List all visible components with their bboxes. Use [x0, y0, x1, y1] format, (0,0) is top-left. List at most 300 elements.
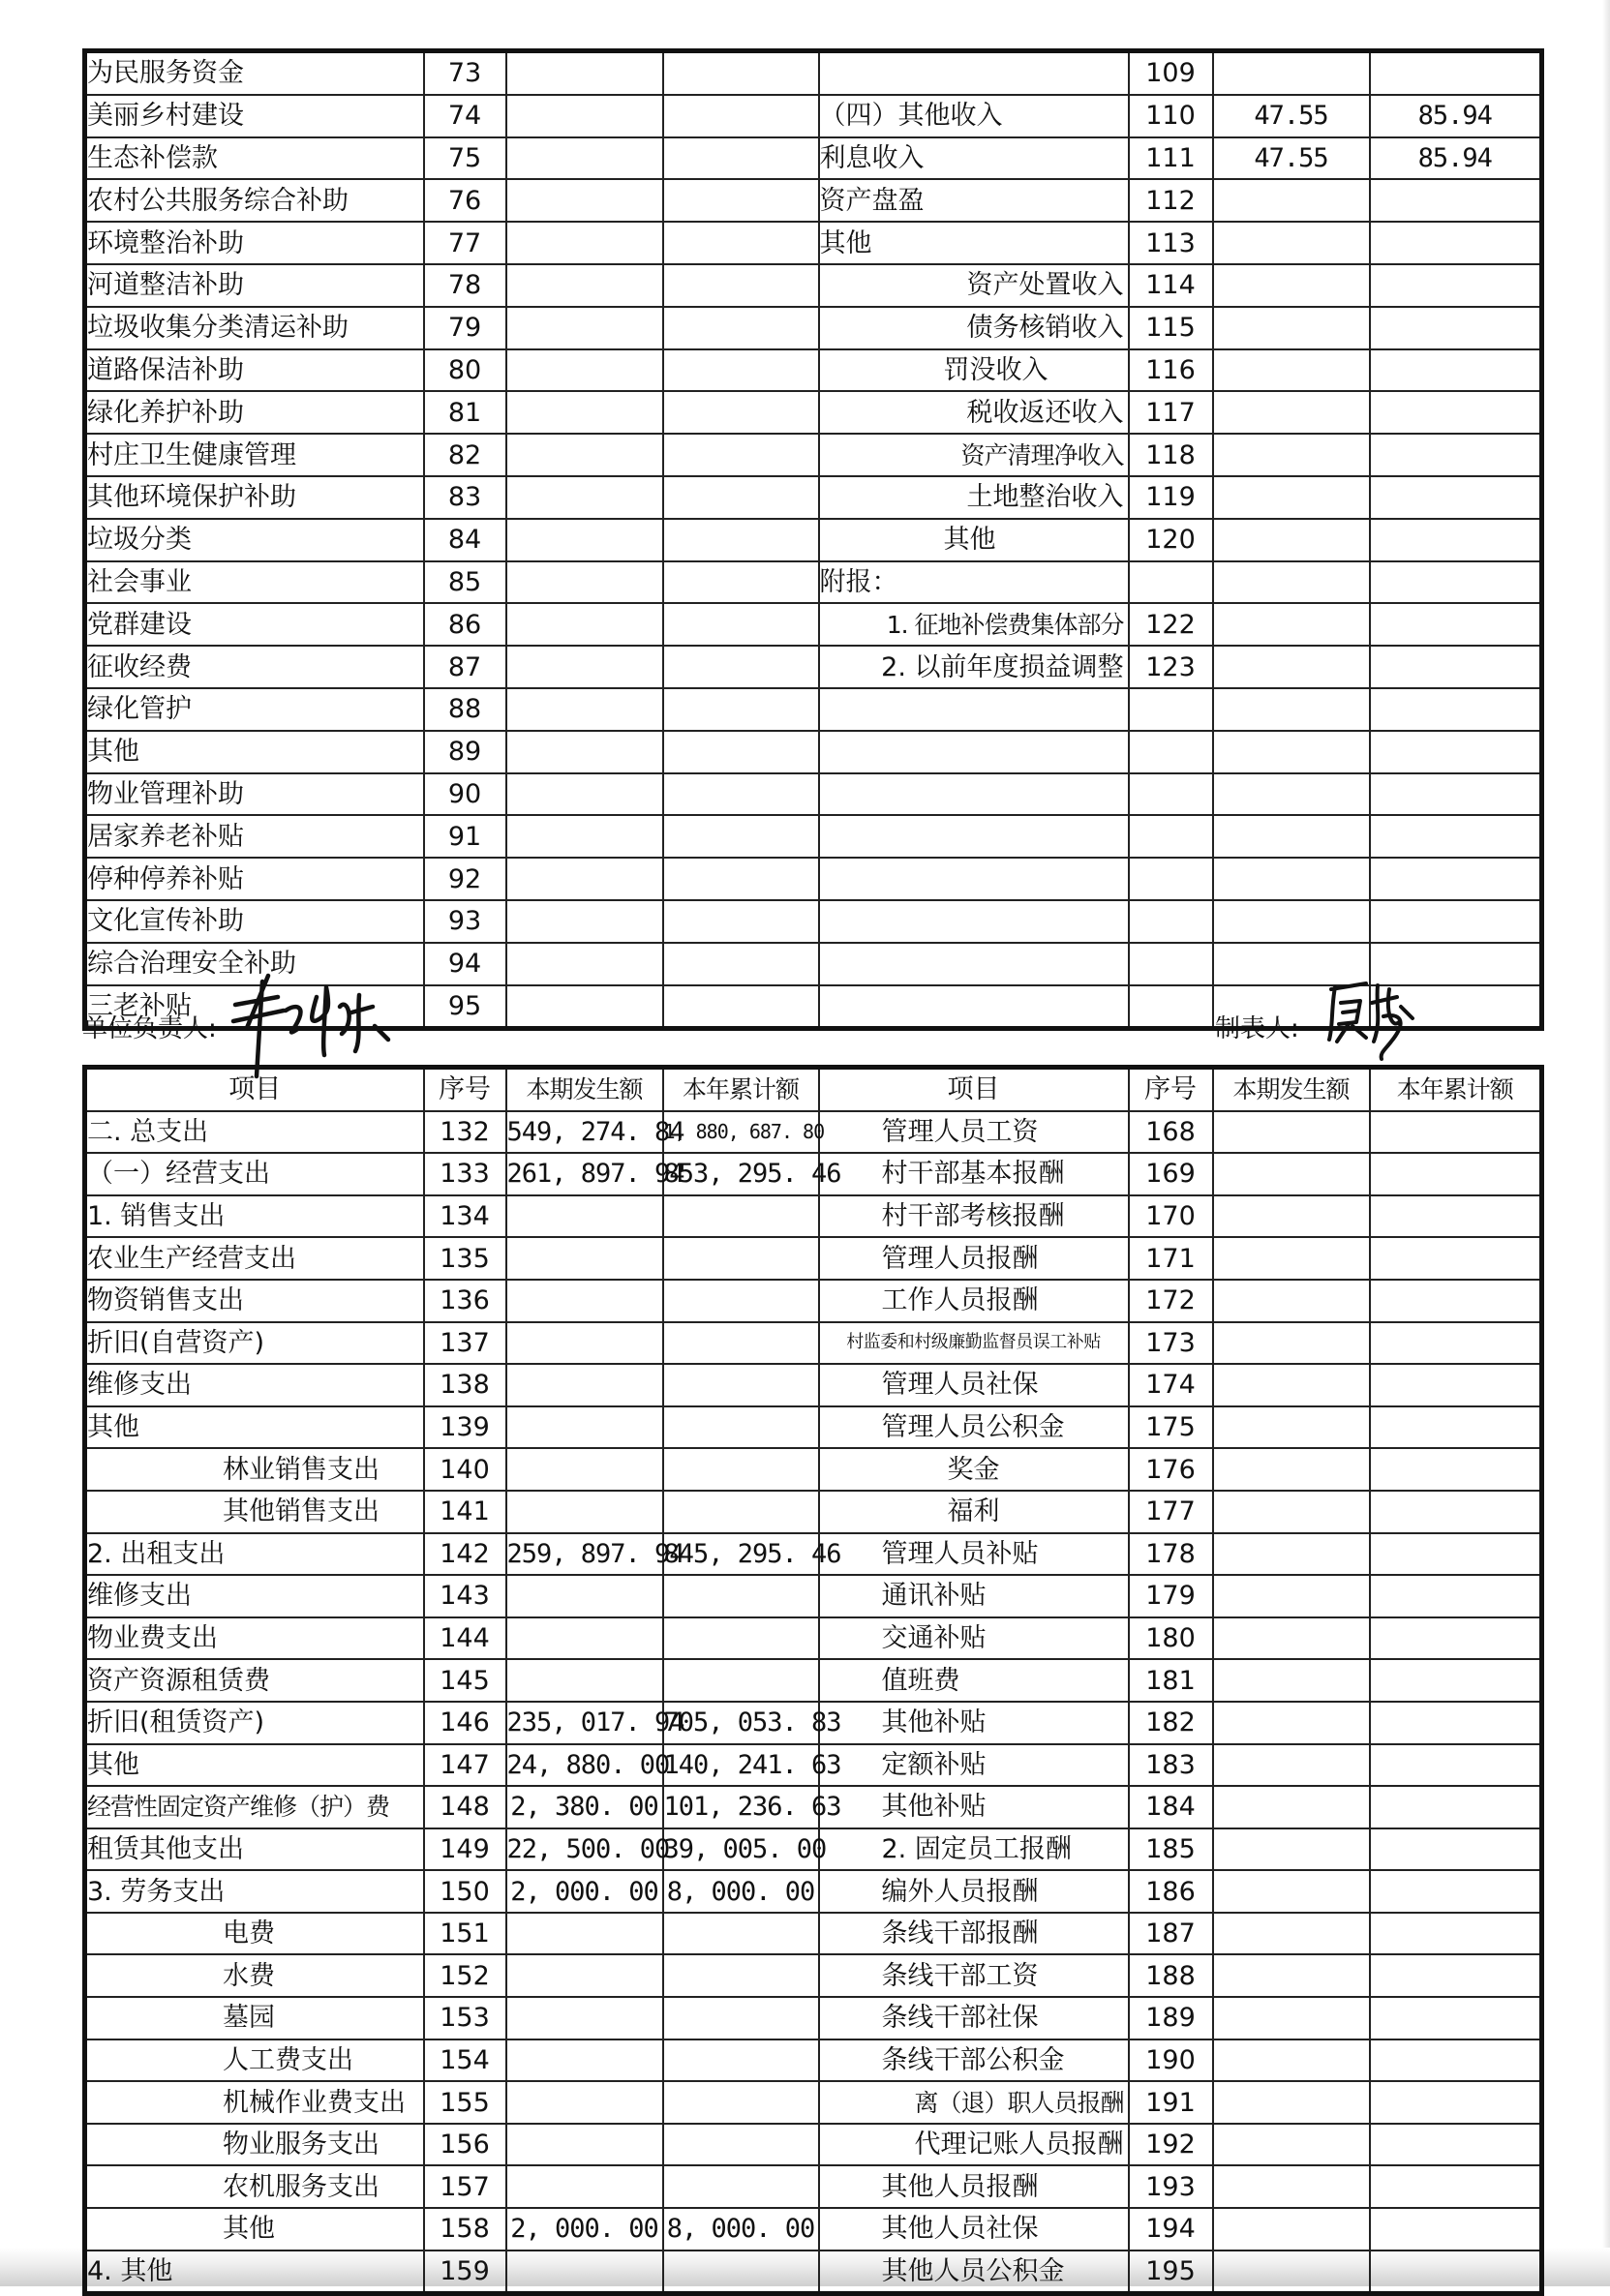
ytd-amount	[663, 1575, 819, 1617]
item-name: 租赁其他支出	[85, 1828, 424, 1871]
item-name: 物资销售支出	[85, 1280, 424, 1322]
ytd-amount	[663, 476, 819, 519]
item-name: 村庄卫生健康管理	[85, 434, 424, 476]
ytd-amount	[663, 943, 819, 985]
ytd-amount	[663, 858, 819, 900]
row-number-right: 193	[1129, 2165, 1213, 2208]
ytd-amount: 8, 000. 00	[663, 2208, 819, 2251]
ytd-amount: 140, 241. 63	[663, 1744, 819, 1787]
row-number: 83	[424, 476, 506, 519]
row-number-right: 194	[1129, 2208, 1213, 2251]
current-amount-right	[1213, 1575, 1370, 1617]
row-number: 158	[424, 2208, 506, 2251]
item-name: 水费	[85, 1954, 424, 1997]
header-current: 本期发生额	[506, 1068, 663, 1111]
row-number-right: 116	[1129, 349, 1213, 392]
item-name-right: 其他人员社保	[819, 2208, 1129, 2251]
table-row	[85, 1237, 1542, 1280]
row-number: 137	[424, 1322, 506, 1365]
item-name: 二. 总支出	[85, 1111, 424, 1154]
ytd-amount-right	[1370, 1659, 1542, 1702]
ytd-amount-right	[1370, 858, 1542, 900]
table-row	[85, 1322, 1542, 1365]
row-number: 141	[424, 1491, 506, 1533]
item-name: 经营性固定资产维修（护）费	[85, 1786, 424, 1828]
current-amount-right	[1213, 1744, 1370, 1787]
current-amount-right	[1213, 1870, 1370, 1913]
item-name-right: 条线干部社保	[819, 1997, 1129, 2039]
current-amount	[506, 1659, 663, 1702]
ytd-amount-right	[1370, 1491, 1542, 1533]
row-number: 90	[424, 773, 506, 816]
item-name-right: 离（退）职人员报酬	[819, 2081, 1129, 2124]
current-amount-right	[1213, 1997, 1370, 2039]
row-number: 139	[424, 1406, 506, 1449]
row-number-right: 188	[1129, 1954, 1213, 1997]
ytd-amount-right	[1370, 815, 1542, 858]
row-number-right: 195	[1129, 2251, 1213, 2294]
row-number-right: 183	[1129, 1744, 1213, 1787]
item-name: 2. 出租支出	[85, 1533, 424, 1576]
row-number: 143	[424, 1575, 506, 1617]
row-number: 91	[424, 815, 506, 858]
ytd-amount	[663, 2081, 819, 2124]
ytd-amount	[663, 646, 819, 688]
current-amount-right	[1213, 731, 1370, 773]
current-amount	[506, 1280, 663, 1322]
ytd-amount-right	[1370, 434, 1542, 476]
current-amount	[506, 688, 663, 731]
current-amount	[506, 519, 663, 561]
item-name-right: 管理人员补贴	[819, 1533, 1129, 1576]
item-name-right	[819, 773, 1129, 816]
current-amount	[506, 1195, 663, 1238]
ytd-amount	[663, 1237, 819, 1280]
table-row	[85, 2039, 1542, 2082]
item-name: 美丽乡村建设	[85, 95, 424, 137]
current-amount: 235, 017. 94	[506, 1702, 663, 1744]
scan-right-edge	[1602, 0, 1610, 2286]
item-name: 资产资源租赁费	[85, 1659, 424, 1702]
item-name-right: 工作人员报酬	[819, 1280, 1129, 1322]
ytd-amount	[663, 688, 819, 731]
item-name: 折旧(自营资产)	[85, 1322, 424, 1365]
row-number-right	[1129, 688, 1213, 731]
item-name: 河道整洁补助	[85, 264, 424, 307]
ytd-amount: 39, 005. 00	[663, 1828, 819, 1871]
row-number-right: 112	[1129, 179, 1213, 222]
item-name-right	[819, 688, 1129, 731]
header-seq-right: 序号	[1129, 1068, 1213, 1111]
table-row	[85, 476, 1542, 519]
current-amount: 2, 000. 00	[506, 1870, 663, 1913]
item-name: 农业生产经营支出	[85, 1237, 424, 1280]
table-row	[85, 1786, 1542, 1828]
table-row	[85, 1913, 1542, 1955]
table-row	[85, 519, 1542, 561]
current-amount-right	[1213, 2124, 1370, 2166]
header-item-right: 项目	[819, 1068, 1129, 1111]
table-row	[85, 858, 1542, 900]
ytd-amount	[663, 307, 819, 349]
item-name-right: 其他补贴	[819, 1786, 1129, 1828]
table-row	[85, 2251, 1542, 2294]
current-amount-right	[1213, 688, 1370, 731]
item-name-right: 交通补贴	[819, 1617, 1129, 1660]
current-amount	[506, 51, 663, 95]
row-number-right: 177	[1129, 1491, 1213, 1533]
current-amount	[506, 2165, 663, 2208]
current-amount	[506, 815, 663, 858]
current-amount	[506, 179, 663, 222]
item-name: 居家养老补贴	[85, 815, 424, 858]
ytd-amount	[663, 900, 819, 943]
row-number: 94	[424, 943, 506, 985]
table-row	[85, 391, 1542, 434]
ytd-amount-right	[1370, 1786, 1542, 1828]
row-number-right: 190	[1129, 2039, 1213, 2082]
ytd-amount	[663, 1406, 819, 1449]
row-number: 150	[424, 1870, 506, 1913]
current-amount	[506, 434, 663, 476]
row-number-right: 176	[1129, 1448, 1213, 1491]
header-ytd: 本年累计额	[663, 1068, 819, 1111]
item-name: 物业管理补助	[85, 773, 424, 816]
ytd-amount: 101, 236. 63	[663, 1786, 819, 1828]
ytd-amount	[663, 1913, 819, 1955]
row-number-right: 120	[1129, 519, 1213, 561]
row-number-right: 115	[1129, 307, 1213, 349]
income-detail-table	[82, 48, 1544, 1031]
item-name: 其他销售支出	[85, 1491, 424, 1533]
current-amount	[506, 858, 663, 900]
item-name-right: 管理人员工资	[819, 1111, 1129, 1154]
item-name: 物业服务支出	[85, 2124, 424, 2166]
current-amount-right	[1213, 1617, 1370, 1660]
current-amount	[506, 307, 663, 349]
current-amount-right	[1213, 773, 1370, 816]
current-amount	[506, 1491, 663, 1533]
current-amount-right	[1213, 1954, 1370, 1997]
item-name: 社会事业	[85, 561, 424, 604]
ytd-amount-right	[1370, 264, 1542, 307]
item-name-right: 条线干部公积金	[819, 2039, 1129, 2082]
item-name: 道路保洁补助	[85, 349, 424, 392]
current-amount-right	[1213, 51, 1370, 95]
item-name-right: 管理人员社保	[819, 1364, 1129, 1406]
ytd-amount	[663, 815, 819, 858]
ytd-amount-right	[1370, 476, 1542, 519]
table-row	[85, 1364, 1542, 1406]
item-name: 征收经费	[85, 646, 424, 688]
row-number: 138	[424, 1364, 506, 1406]
ytd-amount	[663, 2039, 819, 2082]
table-row	[85, 1659, 1542, 1702]
item-name-right: 2. 以前年度损益调整	[819, 646, 1129, 688]
table-row	[85, 222, 1542, 264]
current-amount	[506, 2124, 663, 2166]
row-number-right: 113	[1129, 222, 1213, 264]
item-name-right: 编外人员报酬	[819, 1870, 1129, 1913]
current-amount-right	[1213, 391, 1370, 434]
current-amount-right	[1213, 476, 1370, 519]
row-number: 76	[424, 179, 506, 222]
current-amount	[506, 900, 663, 943]
current-amount-right	[1213, 222, 1370, 264]
signature-row	[82, 982, 1539, 1060]
item-name-right: 罚没收入	[819, 349, 1129, 392]
row-number: 155	[424, 2081, 506, 2124]
current-amount-right	[1213, 349, 1370, 392]
ytd-amount-right	[1370, 51, 1542, 95]
ytd-amount-right	[1370, 1237, 1542, 1280]
current-amount: 259, 897. 94	[506, 1533, 663, 1576]
row-number: 92	[424, 858, 506, 900]
current-amount	[506, 603, 663, 646]
current-amount-right	[1213, 1659, 1370, 1702]
ytd-amount	[663, 1195, 819, 1238]
row-number-right: 182	[1129, 1702, 1213, 1744]
row-number-right: 110	[1129, 95, 1213, 137]
table-row	[85, 1153, 1542, 1195]
item-name: 林业销售支出	[85, 1448, 424, 1491]
row-number-right: 181	[1129, 1659, 1213, 1702]
ytd-amount-right	[1370, 2124, 1542, 2166]
item-name: 环境整治补助	[85, 222, 424, 264]
row-number-right: 172	[1129, 1280, 1213, 1322]
row-number: 134	[424, 1195, 506, 1238]
ytd-amount-right	[1370, 1280, 1542, 1322]
row-number-right: 187	[1129, 1913, 1213, 1955]
header-item: 项目	[85, 1068, 424, 1111]
table-row	[85, 1744, 1542, 1787]
current-amount-right	[1213, 2039, 1370, 2082]
ytd-amount-right	[1370, 222, 1542, 264]
item-name: 机械作业费支出	[85, 2081, 424, 2124]
ytd-amount	[663, 1448, 819, 1491]
unit-head-label: 单位负责人:	[82, 1014, 217, 1043]
ytd-amount	[663, 773, 819, 816]
item-name: 其他	[85, 2208, 424, 2251]
table-row	[85, 2208, 1542, 2251]
table-row	[85, 688, 1542, 731]
current-amount-right	[1213, 1491, 1370, 1533]
current-amount	[506, 2039, 663, 2082]
item-name: 维修支出	[85, 1364, 424, 1406]
ytd-amount	[663, 1364, 819, 1406]
current-amount-right	[1213, 179, 1370, 222]
item-name-right: 其他补贴	[819, 1702, 1129, 1744]
ytd-amount-right	[1370, 1870, 1542, 1913]
current-amount	[506, 1913, 663, 1955]
row-number-right: 169	[1129, 1153, 1213, 1195]
row-number: 157	[424, 2165, 506, 2208]
row-number: 149	[424, 1828, 506, 1871]
item-name-right: 1. 征地补偿费集体部分	[819, 603, 1129, 646]
current-amount	[506, 773, 663, 816]
ytd-amount-right	[1370, 1702, 1542, 1744]
current-amount	[506, 1364, 663, 1406]
item-name: 文化宣传补助	[85, 900, 424, 943]
current-amount	[506, 1448, 663, 1491]
row-number: 140	[424, 1448, 506, 1491]
current-amount	[506, 731, 663, 773]
ytd-amount-right	[1370, 519, 1542, 561]
table-row	[85, 307, 1542, 349]
ytd-amount	[663, 1954, 819, 1997]
ytd-amount-right	[1370, 2039, 1542, 2082]
item-name-right: 资产盘盈	[819, 179, 1129, 222]
current-amount-right	[1213, 1406, 1370, 1449]
item-name: 物业费支出	[85, 1617, 424, 1660]
current-amount-right	[1213, 2251, 1370, 2294]
item-name-right	[819, 731, 1129, 773]
row-number: 142	[424, 1533, 506, 1576]
ytd-amount-right	[1370, 1744, 1542, 1787]
ytd-amount-right	[1370, 1617, 1542, 1660]
ytd-amount-right	[1370, 646, 1542, 688]
current-amount	[506, 1237, 663, 1280]
item-name-right: 奖金	[819, 1448, 1129, 1491]
row-number-right	[1129, 561, 1213, 604]
row-number-right: 186	[1129, 1870, 1213, 1913]
current-amount	[506, 264, 663, 307]
current-amount	[506, 391, 663, 434]
table-row	[85, 1533, 1542, 1576]
row-number: 88	[424, 688, 506, 731]
current-amount-right	[1213, 1280, 1370, 1322]
row-number: 144	[424, 1617, 506, 1660]
row-number-right: 114	[1129, 264, 1213, 307]
table-row	[85, 1406, 1542, 1449]
current-amount	[506, 95, 663, 137]
ytd-amount-right: 85.94	[1370, 137, 1542, 180]
item-name: 综合治理安全补助	[85, 943, 424, 985]
ytd-amount	[663, 1659, 819, 1702]
ytd-amount-right	[1370, 1111, 1542, 1154]
ytd-amount	[663, 1491, 819, 1533]
ytd-amount	[663, 1617, 819, 1660]
ytd-amount	[663, 1997, 819, 2039]
item-name: 电费	[85, 1913, 424, 1955]
item-name: 生态补偿款	[85, 137, 424, 180]
item-name: 人工费支出	[85, 2039, 424, 2082]
ytd-amount	[663, 731, 819, 773]
ytd-amount-right	[1370, 1448, 1542, 1491]
item-name: 垃圾分类	[85, 519, 424, 561]
ytd-amount: 705, 053. 83	[663, 1702, 819, 1744]
item-name-right: 村干部基本报酬	[819, 1153, 1129, 1195]
row-number-right: 185	[1129, 1828, 1213, 1871]
ytd-amount-right	[1370, 1828, 1542, 1871]
ytd-amount-right	[1370, 688, 1542, 731]
ytd-amount	[663, 1322, 819, 1365]
current-amount-right	[1213, 2165, 1370, 2208]
table-row	[85, 95, 1542, 137]
row-number: 159	[424, 2251, 506, 2294]
item-name-right	[819, 943, 1129, 985]
row-number-right	[1129, 943, 1213, 985]
current-amount-right	[1213, 815, 1370, 858]
item-name-right: 债务核销收入	[819, 307, 1129, 349]
item-name-right: 资产清理净收入	[819, 434, 1129, 476]
current-amount: 261, 897. 94	[506, 1153, 663, 1195]
item-name-right: 村干部考核报酬	[819, 1195, 1129, 1238]
table-row	[85, 2081, 1542, 2124]
row-number: 87	[424, 646, 506, 688]
ytd-amount: 845, 295. 46	[663, 1533, 819, 1576]
row-number-right: 192	[1129, 2124, 1213, 2166]
row-number: 146	[424, 1702, 506, 1744]
ytd-amount-right	[1370, 900, 1542, 943]
row-number-right: 171	[1129, 1237, 1213, 1280]
row-number: 84	[424, 519, 506, 561]
item-name: 停种停养补贴	[85, 858, 424, 900]
header-ytd-right: 本年累计额	[1370, 1068, 1542, 1111]
header-row	[85, 1068, 1542, 1111]
ytd-amount	[663, 519, 819, 561]
current-amount-right	[1213, 561, 1370, 604]
table-row	[85, 561, 1542, 604]
current-amount: 2, 000. 00	[506, 2208, 663, 2251]
row-number: 152	[424, 1954, 506, 1997]
row-number-right: 111	[1129, 137, 1213, 180]
row-number: 82	[424, 434, 506, 476]
row-number: 136	[424, 1280, 506, 1322]
row-number: 135	[424, 1237, 506, 1280]
row-number-right: 191	[1129, 2081, 1213, 2124]
ytd-amount-right	[1370, 349, 1542, 392]
ytd-amount: 1, 880, 687. 80	[663, 1111, 819, 1154]
table-row	[85, 137, 1542, 180]
row-number: 132	[424, 1111, 506, 1154]
current-amount	[506, 1954, 663, 1997]
table-row	[85, 773, 1542, 816]
ytd-amount	[663, 561, 819, 604]
row-number: 78	[424, 264, 506, 307]
ytd-amount	[663, 349, 819, 392]
item-name-right	[819, 858, 1129, 900]
ytd-amount-right	[1370, 731, 1542, 773]
table-row	[85, 1575, 1542, 1617]
ytd-amount	[663, 222, 819, 264]
row-number: 85	[424, 561, 506, 604]
current-amount-right	[1213, 1237, 1370, 1280]
row-number: 93	[424, 900, 506, 943]
ytd-amount-right	[1370, 2251, 1542, 2294]
item-name: 3. 劳务支出	[85, 1870, 424, 1913]
row-number: 89	[424, 731, 506, 773]
ytd-amount-right	[1370, 1913, 1542, 1955]
row-number-right: 170	[1129, 1195, 1213, 1238]
item-name: 其他	[85, 1406, 424, 1449]
ytd-amount-right	[1370, 179, 1542, 222]
item-name-right: （四）其他收入	[819, 95, 1129, 137]
current-amount	[506, 943, 663, 985]
table-row	[85, 1702, 1542, 1744]
row-number-right: 117	[1129, 391, 1213, 434]
table-row	[85, 179, 1542, 222]
expense-detail-table	[82, 1065, 1544, 2296]
table-row	[85, 1491, 1542, 1533]
current-amount-right: 47.55	[1213, 95, 1370, 137]
current-amount-right: 47.55	[1213, 137, 1370, 180]
item-name: 墓园	[85, 1997, 424, 2039]
row-number-right: 123	[1129, 646, 1213, 688]
item-name-right	[819, 51, 1129, 95]
row-number: 75	[424, 137, 506, 180]
current-amount	[506, 2251, 663, 2294]
